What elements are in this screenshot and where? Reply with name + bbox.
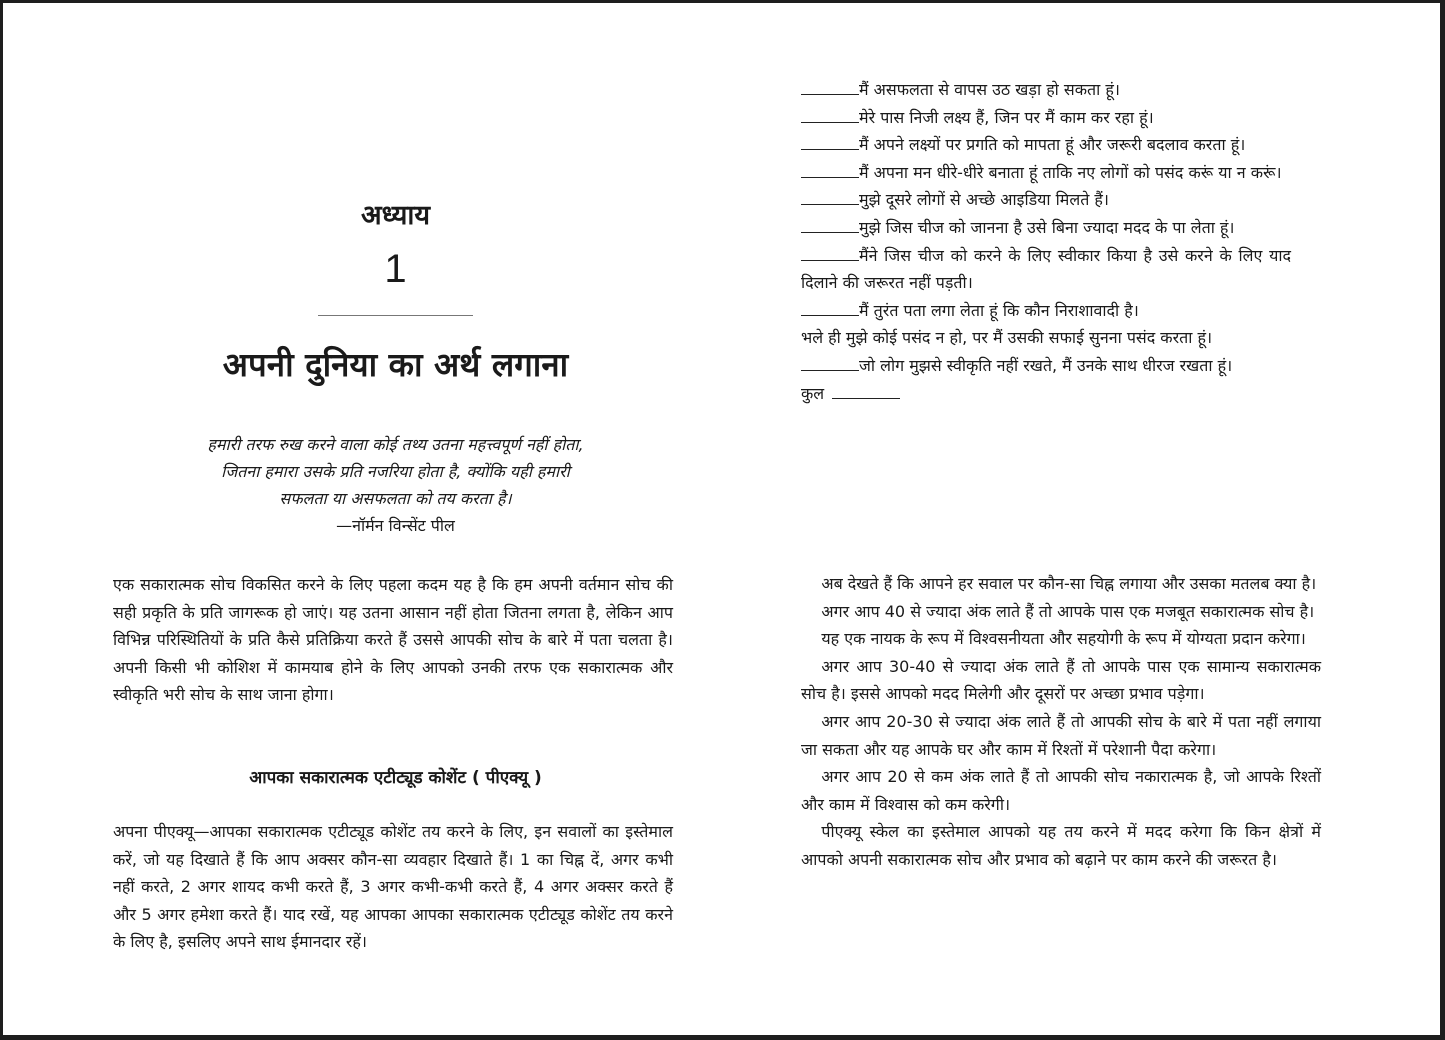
quiz-item-text: मैं अपने लक्ष्यों पर प्रगति को मापता हूं और जरूरी बदलाव करता हूं।: [859, 135, 1246, 155]
chapter-number: 1: [384, 247, 407, 291]
quiz-list: [801, 76, 1291, 407]
quiz-item-text: मुझे जिस चीज को जानना है उसे बिना ज्यादा मदद के पा लेता हूं।: [859, 217, 1235, 237]
results-paragraph: अगर आप 40 से ज्यादा अंक लाते हैं तो आपके पास एक मजबूत सकारात्मक सोच है।: [821, 601, 1315, 621]
intro-paragraph: एक सकारात्मक सोच विकसित करने के लिए पहला कदम यह है कि हम अपनी वर्तमान सोच की सही प्रकृति के प्रति जागरूक हो जाएं। यह उतना आसान नहीं होता जितना लगता है, लेकिन आप विभिन्न परिस्थितियों के प्रति कैसे प्रतिक्रिया करते हैं उससे आपकी सोच के बारे में पता चलता है। अपनी किसी भी कोशिश में कामयाब होने के लिए आपको उनकी तरफ एक सकारात्मक और स्वीकृति भरी सोच के साथ जाना होगा।: [113, 575, 673, 705]
quiz-item: [801, 186, 1291, 214]
quiz-item-text: मेरे पास निजी लक्ष्य हैं, जिन पर मैं काम कर रहा हूं।: [859, 107, 1154, 127]
results-paragraph: यह एक नायक के रूप में विश्वसनीयता और सहयोगी के रूप में योग्यता प्रदान करेगा।: [821, 629, 1306, 649]
instructions-paragraph: अपना पीएक्यू—आपका सकारात्मक एटीट्यूड कोशेंट तय करने के लिए, इन सवालों का इस्तेमाल करें, जो यह दिखाते हैं कि आप अक्सर कौन-सा व्यवहार दिखाते हैं। 1 का चिह्न दें, अगर कभी नहीं करते, 2 अगर शायद कभी करते हैं, 3 अगर कभी-कभी करते हैं, 4 अगर अक्सर करते हैं और 5 अगर हमेशा करते हैं। याद रखें, यह आपका आपका सकारात्मक एटीट्यूड कोशेंट तय करने के लिए है, इसलिए अपने साथ ईमानदार रहें।: [113, 822, 673, 952]
answer-blank[interactable]: [801, 94, 859, 95]
quiz-item: [801, 214, 1291, 242]
results-paragraph: अगर आप 20 से कम अंक लाते हैं तो आपकी सोच नकारात्मक है, जो आपके रिश्तों और काम में विश्वास को कम करेगी।: [801, 767, 1321, 814]
quiz-item: [801, 76, 1291, 104]
results-paragraph: अगर आप 30-40 से ज्यादा अंक लाते हैं तो आपके पास एक सामान्य सकारात्मक सोच है। इससे आपको मदद मिलेगी और दूसरों पर अच्छा प्रभाव पड़ेगा।: [801, 656, 1321, 704]
quiz-item: [801, 297, 1291, 325]
chapter-label: अध्याय: [360, 200, 431, 231]
chapter-title: अपनी दुनिया का अर्थ लगाना: [222, 345, 569, 384]
right-page: [801, 3, 1323, 1035]
left-page: [113, 3, 678, 1035]
results-section: [801, 570, 1321, 874]
quiz-item: [801, 159, 1291, 187]
quiz-item: [801, 242, 1291, 297]
epigraph-attribution: —नॉर्मन विन्सेंट पील: [336, 516, 455, 535]
answer-blank[interactable]: [801, 315, 859, 316]
answer-blank[interactable]: [801, 232, 859, 233]
answer-blank[interactable]: [801, 260, 859, 261]
quiz-item-continuation: भले ही मुझे कोई पसंद न हो, पर मैं उसकी सफाई सुनना पसंद करता हूं।: [801, 328, 1213, 348]
quiz-item-text: मैं अपना मन धीरे-धीरे बनाता हूं ताकि नए लोगों को पसंद करूं या न करूं।: [859, 162, 1282, 182]
answer-blank[interactable]: [801, 177, 859, 178]
quiz-item-text: मुझे दूसरे लोगों से अच्छे आइडिया मिलते हैं।: [859, 190, 1109, 210]
epigraph-line: सफलता या असफलता को तय करता है।: [279, 489, 512, 508]
chapter-divider: [318, 315, 473, 316]
epigraph-line: हमारी तरफ रुख करने वाला कोई तथ्य उतना महत्त्वपूर्ण नहीं होता,: [207, 435, 584, 454]
epigraph: [113, 431, 678, 539]
epigraph-line: जितना हमारा उसके प्रति नजरिया होता है, क्योंकि यही हमारी: [221, 462, 570, 481]
section-heading: आपका सकारात्मक एटीट्यूड कोशेंट ( पीएक्यू ): [249, 768, 542, 788]
answer-blank[interactable]: [801, 149, 859, 150]
quiz-item: [801, 352, 1291, 380]
results-paragraph: पीएक्यू स्केल का इस्तेमाल आपको यह तय करने में मदद करेगा कि किन क्षेत्रों में आपको अपनी सकारात्मक सोच और प्रभाव को बढ़ाने पर काम करने की जरूरत है।: [801, 822, 1321, 869]
book-spread: [3, 3, 1440, 1035]
results-paragraph: अगर आप 20-30 से ज्यादा अंक लाते हैं तो आपकी सोच के बारे में पता नहीं लगाया जा सकता और यह आपके घर और काम में रिश्तों में परेशानी पैदा करेगा।: [801, 711, 1321, 759]
total-blank[interactable]: [832, 398, 900, 399]
quiz-item-text: मैं तुरंत पता लगा लेता हूं कि कौन निराशावादी है।: [859, 300, 1139, 320]
quiz-item-text: मैंने जिस चीज को करने के लिए स्वीकार किया है उसे करने के लिए याद दिलाने की जरूरत नहीं पड़ती।: [801, 245, 1291, 293]
answer-blank[interactable]: [801, 122, 859, 123]
answer-blank[interactable]: [801, 370, 859, 371]
total-label: कुल: [801, 383, 825, 403]
answer-blank[interactable]: [801, 204, 859, 205]
quiz-item: [801, 131, 1291, 159]
quiz-item-text: मैं असफलता से वापस उठ खड़ा हो सकता हूं।: [859, 80, 1120, 99]
results-paragraph: अब देखते हैं कि आपने हर सवाल पर कौन-सा चिह्न लगाया और उसका मतलब क्या है।: [821, 574, 1317, 593]
quiz-item: [801, 104, 1291, 132]
total-row: [801, 380, 1291, 408]
quiz-item-text: जो लोग मुझसे स्वीकृति नहीं रखते, मैं उनके साथ धीरज रखता हूं।: [859, 355, 1233, 375]
